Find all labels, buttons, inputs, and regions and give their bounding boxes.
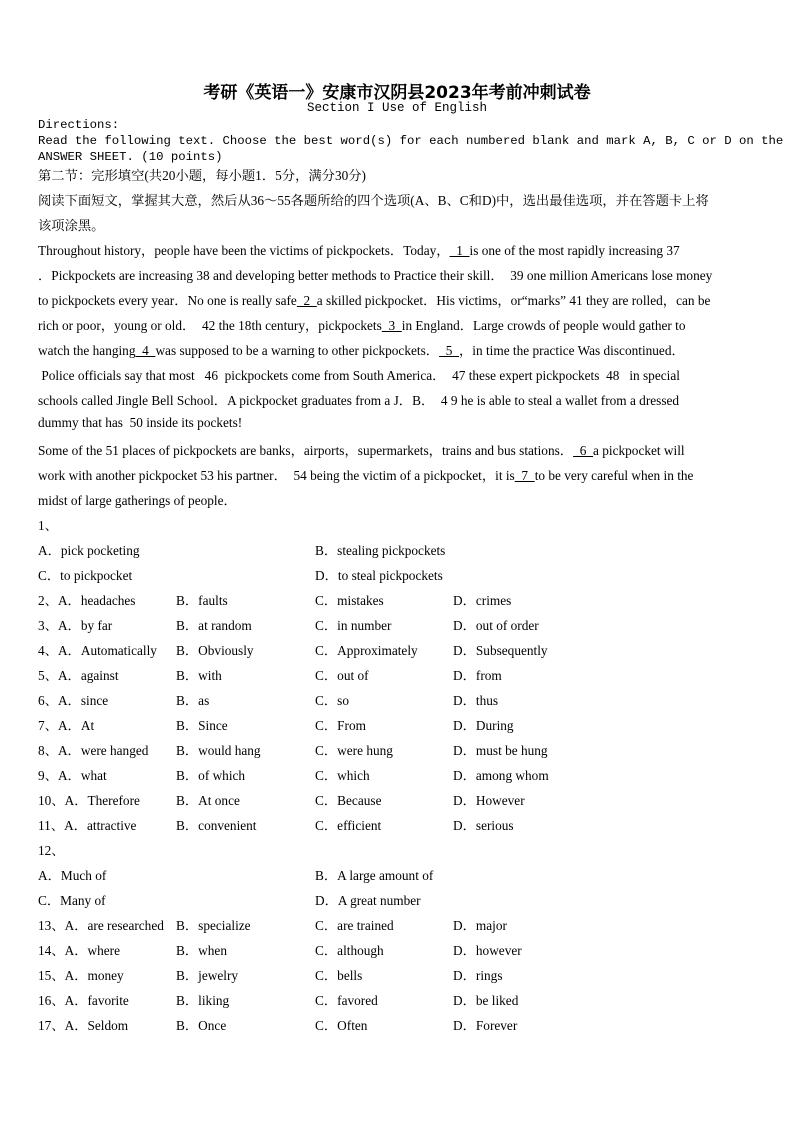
option-a[interactable]: 7、A．At [38,718,95,733]
passage-text: Police officials say that most 46 pickpockets come from South America． 47 these expert pickpockets 48 in special [38,368,680,383]
option-d[interactable]: D．out of order [453,618,539,633]
option-c[interactable]: C．efficient [315,818,382,833]
option-d[interactable]: D．major [453,918,507,933]
option-b[interactable]: B．of which [176,768,246,783]
passage-text: ．Pickpockets are increasing 38 and developing better methods to Practice their skill． 39 one million Americans lose money [38,268,713,283]
passage-line [38,265,712,284]
directions-text: Read the following text. Choose the best word(s) for each numbered blank and mark A, B, C or D on the [38,134,784,148]
passage-line [38,340,685,359]
directions-label: Directions: [38,118,120,132]
option-a[interactable]: 13、A．are researched [38,918,164,933]
passage-text: dummy that has 50 inside its pockets! [38,415,243,430]
option-d[interactable]: D．During [453,718,514,733]
option-a[interactable]: A．pick pocketing [38,543,140,558]
passage-text: to pickpockets every year．No one is really safe [38,293,297,308]
option-a[interactable]: 11、A．attractive [38,818,137,833]
answer-blank: 3 [381,318,402,333]
passage-line [38,415,242,431]
question-number: 1、 [38,518,58,533]
passage-line [38,465,693,484]
passage-text: midst of large gatherings of people． [38,493,237,508]
passage-line [38,390,679,409]
option-a[interactable]: 9、A．what [38,768,107,783]
option-d[interactable]: D．however [453,943,522,958]
option-a[interactable]: 3、A．by far [38,618,113,633]
option-a[interactable]: 15、A．money [38,968,124,983]
option-b[interactable]: B．Obviously [176,643,254,658]
instructions: 阅读下面短文，掌握其大意，然后从36～55各题所给的四个选项(A、B、C和D)中，选出最佳选项，并在答题卡上将 [38,193,709,208]
passage-line [38,290,710,309]
option-c[interactable]: C．favored [315,993,378,1008]
option-c[interactable]: C．Often [315,1018,368,1033]
option-d[interactable]: D．be liked [453,993,519,1008]
option-b[interactable]: B．at random [176,618,252,633]
answer-blank: 1 [449,243,470,258]
option-a[interactable]: 2、A．headaches [38,593,136,608]
passage-text: schools called Jingle Bell School．A pickpocket graduates from a J．B． 4 9 he is able to steal a wallet from a dressed [38,393,680,408]
answer-blank: 5 [439,343,459,358]
passage-text: Throughout history，people have been the victims of pickpockets．Today， [38,243,450,258]
passage-text: in England．Large crowds of people would gather to [401,318,686,333]
option-c[interactable]: C．Approximately [315,643,418,658]
directions-text-2: ANSWER SHEET. (10 points) [38,150,223,164]
option-c[interactable]: C．so [315,693,349,708]
option-d[interactable]: D．Subsequently [453,643,548,658]
option-b[interactable]: B．jewelry [176,968,239,983]
option-d[interactable]: D．Forever [453,1018,518,1033]
passage-line [38,440,685,459]
option-c[interactable]: C．to pickpocket [38,568,133,583]
option-b[interactable]: B．when [176,943,227,958]
section-heading: Section I Use of English [306,101,488,115]
answer-blank: 2 [296,293,317,308]
option-c[interactable]: C．although [315,943,384,958]
option-b[interactable]: B．A large amount of [315,868,434,883]
answer-blank: 4 [135,343,156,358]
passage-text: rich or poor，young or old． 42 the 18th century，pickpockets [38,318,382,333]
option-d[interactable]: D．among whom [453,768,549,783]
answer-blank: 7 [514,468,535,483]
option-d[interactable]: D．thus [453,693,499,708]
option-a[interactable]: 5、A．against [38,668,119,683]
option-b[interactable]: B．Since [176,718,228,733]
option-d[interactable]: D．However [453,793,525,808]
option-c[interactable]: C．bells [315,968,363,983]
option-c[interactable]: C．were hung [315,743,393,758]
option-a[interactable]: 4、A．Automatically [38,643,157,658]
option-a[interactable]: 17、A．Seldom [38,1018,129,1033]
option-b[interactable]: B．specialize [176,918,251,933]
passage-text: to be very careful when in the [534,468,694,483]
option-c[interactable]: C．which [315,768,370,783]
passage-text: watch the hanging [38,343,136,358]
instructions-2: 该项涂黑。 [38,218,105,233]
option-a[interactable]: 6、A．since [38,693,109,708]
passage-text: Some of the 51 places of pickpockets are banks，airports，supermarkets，trains and bus stations． [38,443,574,458]
option-d[interactable]: D．must be hung [453,743,548,758]
passage-text: work with another pickpocket 53 his partner． 54 being the victim of a pickpocket，it is [38,468,515,483]
option-d[interactable]: D．serious [453,818,514,833]
passage-line [38,315,685,334]
option-d[interactable]: D．to steal pickpockets [315,568,443,583]
passage-text: ，in time the practice Was discontinued． [459,343,685,358]
option-b[interactable]: B．At once [176,793,240,808]
passage-text: a skilled pickpocket．His victims，or“marks” 41 they are rolled，can be [316,293,711,308]
option-c[interactable]: C．in number [315,618,392,633]
passage-text: is one of the most rapidly increasing 37 [469,243,680,258]
option-a[interactable]: A．Much of [38,868,107,883]
part-heading: 第二节：完形填空(共20小题，每小题1．5分，满分30分) [38,168,366,183]
option-d[interactable]: D．A great number [315,893,421,908]
option-a[interactable]: 14、A．where [38,943,120,958]
passage-line [38,240,680,259]
option-a[interactable]: 8、A．were hanged [38,743,149,758]
option-b[interactable]: B．as [176,693,210,708]
option-a[interactable]: 10、A．Therefore [38,793,140,808]
option-b[interactable]: B．liking [176,993,230,1008]
answer-blank: 6 [573,443,594,458]
option-b[interactable]: B．Once [176,1018,227,1033]
passage-line [38,490,237,509]
passage-text: was supposed to be a warning to other pickpockets． [155,343,440,358]
option-c[interactable]: C．Because [315,793,382,808]
option-c[interactable]: C．Many of [38,893,106,908]
option-d[interactable]: D．rings [453,968,503,983]
page-title: 考研《英语一》安康市汉阴县2023年考前冲刺试卷 [203,83,591,103]
option-b[interactable]: B．stealing pickpockets [315,543,446,558]
passage-line [38,365,680,384]
option-c[interactable]: C．mistakes [315,593,384,608]
option-b[interactable]: B．would hang [176,743,261,758]
option-c[interactable]: C．From [315,718,366,733]
option-c[interactable]: C．out of [315,668,369,683]
option-b[interactable]: B．with [176,668,222,683]
option-a[interactable]: 16、A．favorite [38,993,129,1008]
option-d[interactable]: D．from [453,668,502,683]
option-d[interactable]: D．crimes [453,593,512,608]
passage-text: a pickpocket will [593,443,685,458]
option-c[interactable]: C．are trained [315,918,394,933]
option-b[interactable]: B．faults [176,593,228,608]
option-b[interactable]: B．convenient [176,818,257,833]
question-number: 12、 [38,843,65,858]
